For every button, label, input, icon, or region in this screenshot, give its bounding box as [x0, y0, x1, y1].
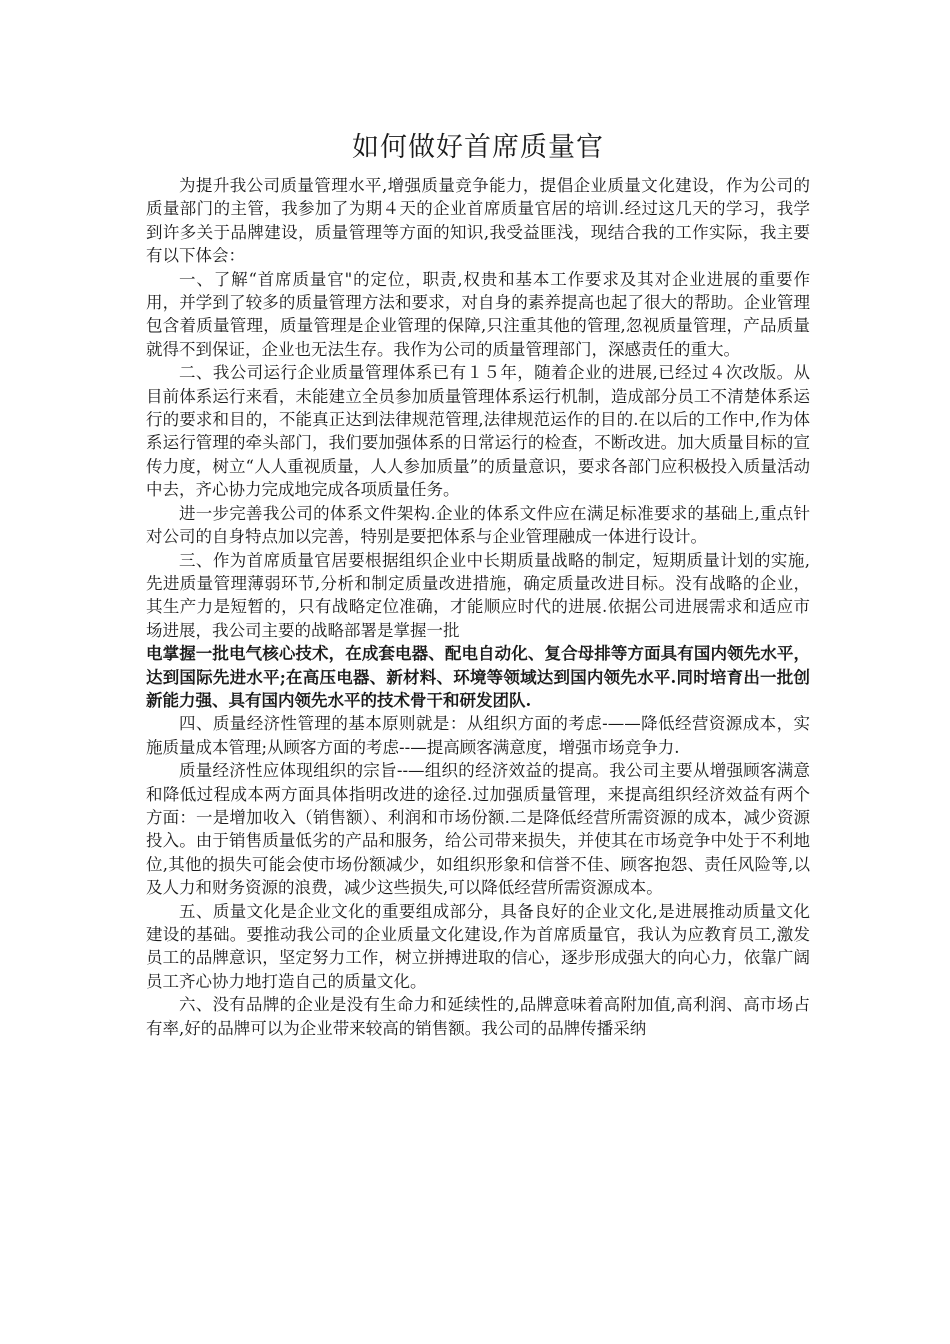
- paragraph-section-5: 五、质量文化是企业文化的重要组成部分，具备良好的企业文化,是进展推动质量文化建设的基础。要推动我公司的企业质量文化建设,作为首席质量官，我认为应教育员工,激发员工的品牌意识，坚定努力工作，树立拼搏进取的信心，逐步形成强大的向心力，依靠广阔员工齐心协力地打造自己的质量文化。: [146, 901, 810, 991]
- paragraph-section-6: 六、没有品牌的企业是没有生命力和延续性的,品牌意味着高附加值,高利润、高市场占有率,好的品牌可以为企业带来较高的销售额。我公司的品牌传播采纳: [146, 995, 810, 1038]
- paragraph-intro: 为提升我公司质量管理水平,增强质量竞争能力，提倡企业质量文化建设，作为公司的质量部门的主管，我参加了为期４天的企业首席质量官居的培训.经过这几天的学习，我学到许多关于品牌建设，质量管理等方面的知识,我受益匪浅，现结合我的工作实际，我主要有以下体会：: [146, 176, 810, 266]
- paragraph-system-docs: 进一步完善我公司的体系文件架构.企业的体系文件应在满足标准要求的基础上,重点针对公司的自身特点加以完善，特别是要把体系与企业管理融成一体进行设计。: [146, 503, 810, 547]
- document-page: [146, 128, 810, 1040]
- paragraph-section-1: 一、了解“首席质量官"的定位，职责,权贵和基本工作要求及其对企业进展的重要作用，并学到了较多的质量管理方法和要求，对自身的素养提高也起了很大的帮助。企业管理包含着质量管理，质量管理是企业管理的保障,只注重其他的管理,忽视质量管理，产品质量就得不到保证，企业也无法生存。我作为公司的质量管理部门，深感责任的重大。: [146, 269, 810, 359]
- paragraph-section-4: 四、质量经济性管理的基本原则就是：从组织方面的考虑-——降低经营资源成本，实施质量成本管理;从顾客方面的考虑--—提高顾客满意度，增强市场竞争力.: [146, 714, 810, 757]
- paragraph-section-2: 二、我公司运行企业质量管理体系已有１５年，随着企业的进展,已经过４次改版。从目前体系运行来看，未能建立全员参加质量管理体系运行机制，造成部分员工不清楚体系运行的要求和目的，不能真正达到法律规范管理,法律规范运作的目的.在以后的工作中,作为体系运行管理的牵头部门，我们要加强体系的日常运行的检查，不断改进。加大质量目标的宣传力度，树立“人人重视质量，人人参加质量”的质量意识，要求各部门应积极投入质量活动中去，齐心协力完成地完成各项质量任务。: [146, 363, 810, 500]
- document-title: 如何做好首席质量官: [352, 132, 604, 163]
- paragraph-quality-economics: 质量经济性应体现组织的宗旨--—组织的经济效益的提高。我公司主要从增强顾客满意和降低过程成本两方面具体指明改进的途径.过加强质量管理，来提高组织经济效益有两个方面：一是增加收入（销售额）、利润和市场份额.二是降低经营所需资源的成本，减少资源投入。由于销售质量低劣的产品和服务，给公司带来损失，并使其在市场竞争中处于不利地位,其他的损失可能会使市场份额减少，如组织形象和信誉不佳、顾客抱怨、责任风险等,以及人力和财务资源的浪费，减少这些损失,可以降低经营所需资源成本。: [146, 761, 810, 898]
- paragraph-section-3: 三、作为首席质量官居要根据组织企业中长期质量战略的制定，短期质量计划的实施,先进质量管理薄弱环节,分析和制定质量改进措施，确定质量改进目标。没有战略的企业，其生产力是短暂的，只有战略定位准确，才能顺应时代的进展.依据公司进展需求和适应市场进展，我公司主要的战略部署是掌握一批: [146, 550, 810, 640]
- paragraph-strategy-bold: 电掌握一批电气核心技术，在成套电器、配电自动化、复合母排等方面具有国内领先水平，达到国际先进水平;在高压电器、新材料、环境等领域达到国内领先水平.同时培育出一批创新能力强、具有国内领先水平的技术骨干和研发团队.: [146, 644, 810, 710]
